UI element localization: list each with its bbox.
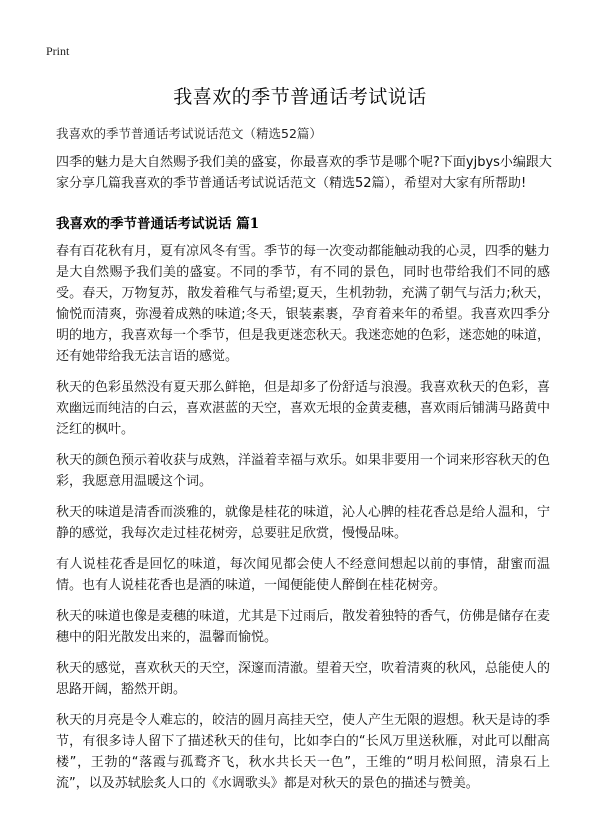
paragraph-3: 秋天的颜色预示着收获与成熟，洋溢着幸福与欢乐。如果非要用一个词来形容秋天的色彩，我愿意用温暖这个词。 — [56, 453, 551, 489]
page-title: 我喜欢的季节普通话考试说话 — [173, 86, 427, 108]
paragraph-8: 秋天的月亮是令人难忘的，皎洁的圆月高挂天空，使人产生无限的遐想。秋天是诗的季节，有很多诗人留下了描述秋天的佳句，比如李白的“长风万里送秋雁，对此可以酣高楼”，王勃的“落霞与孤鹜齐飞，秋水共长天一色”，王维的“明月松间照，清泉石上流”，以及苏轼脍炙人口的《水调歌头》都是对秋天的景色的描述与赞美。 — [56, 713, 551, 791]
section-heading: 我喜欢的季节普通话考试说话 篇1 — [56, 216, 260, 232]
paragraph-4: 秋天的味道是清香而淡雅的，就像是桂花的味道，沁人心脾的桂花香总是给人温和，宁静的感觉，我每次走过桂花树旁，总要驻足欣赏，慢慢品味。 — [56, 505, 551, 541]
print-link[interactable]: Print — [46, 44, 70, 58]
intro-paragraph: 四季的魅力是大自然赐予我们美的盛宴，你最喜欢的季节是哪个呢?下面yjbys小编跟大家分享几篇我喜欢的季节普通话考试说话范文（精选52篇），希望对大家有所帮助! — [56, 155, 552, 191]
paragraph-1: 春有百花秋有月，夏有凉风冬有雪。季节的每一次变动都能触动我的心灵，四季的魅力是大自然赐予我们美的盛宴。不同的季节，有不同的景色，同时也带给我们不同的感受。春天，万物复苏，散发着稚气与希望;夏天，生机勃勃，充满了朝气与活力;秋天，愉悦而清爽，弥漫着成熟的味道;冬天，银装素裹，孕育着来年的希望。我喜欢四季分明的地方，我喜欢每一个季节，但是我更迷恋秋天。我迷恋她的色彩，迷恋她的味道，还有她带给我无法言语的感觉。 — [56, 244, 551, 364]
paragraph-5: 有人说桂花香是回忆的味道，每次闻见都会使人不经意间想起以前的事情，甜蜜而温情。也有人说桂花香也是酒的味道，一闻便能使人醉倒在桂花树旁。 — [56, 557, 550, 593]
paragraph-7: 秋天的感觉，喜欢秋天的天空，深邃而清澈。望着天空，吹着清爽的秋风，总能使人的思路开阔，豁然开朗。 — [56, 661, 551, 697]
article-body — [56, 241, 550, 804]
paragraph-2: 秋天的色彩虽然没有夏天那么鲜艳，但是却多了份舒适与浪漫。我喜欢秋天的色彩，喜欢幽远而纯洁的白云，喜欢湛蓝的天空，喜欢无垠的金黄麦穗，喜欢雨后铺满马路黄中泛红的枫叶。 — [56, 380, 551, 437]
document-subtitle: 我喜欢的季节普通话考试说话范文（精选52篇） — [56, 126, 322, 141]
paragraph-6: 秋天的味道也像是麦穗的味道，尤其是下过雨后，散发着独特的香气，仿佛是储存在麦穗中的阳光散发出来的，温馨而愉悦。 — [56, 609, 551, 645]
